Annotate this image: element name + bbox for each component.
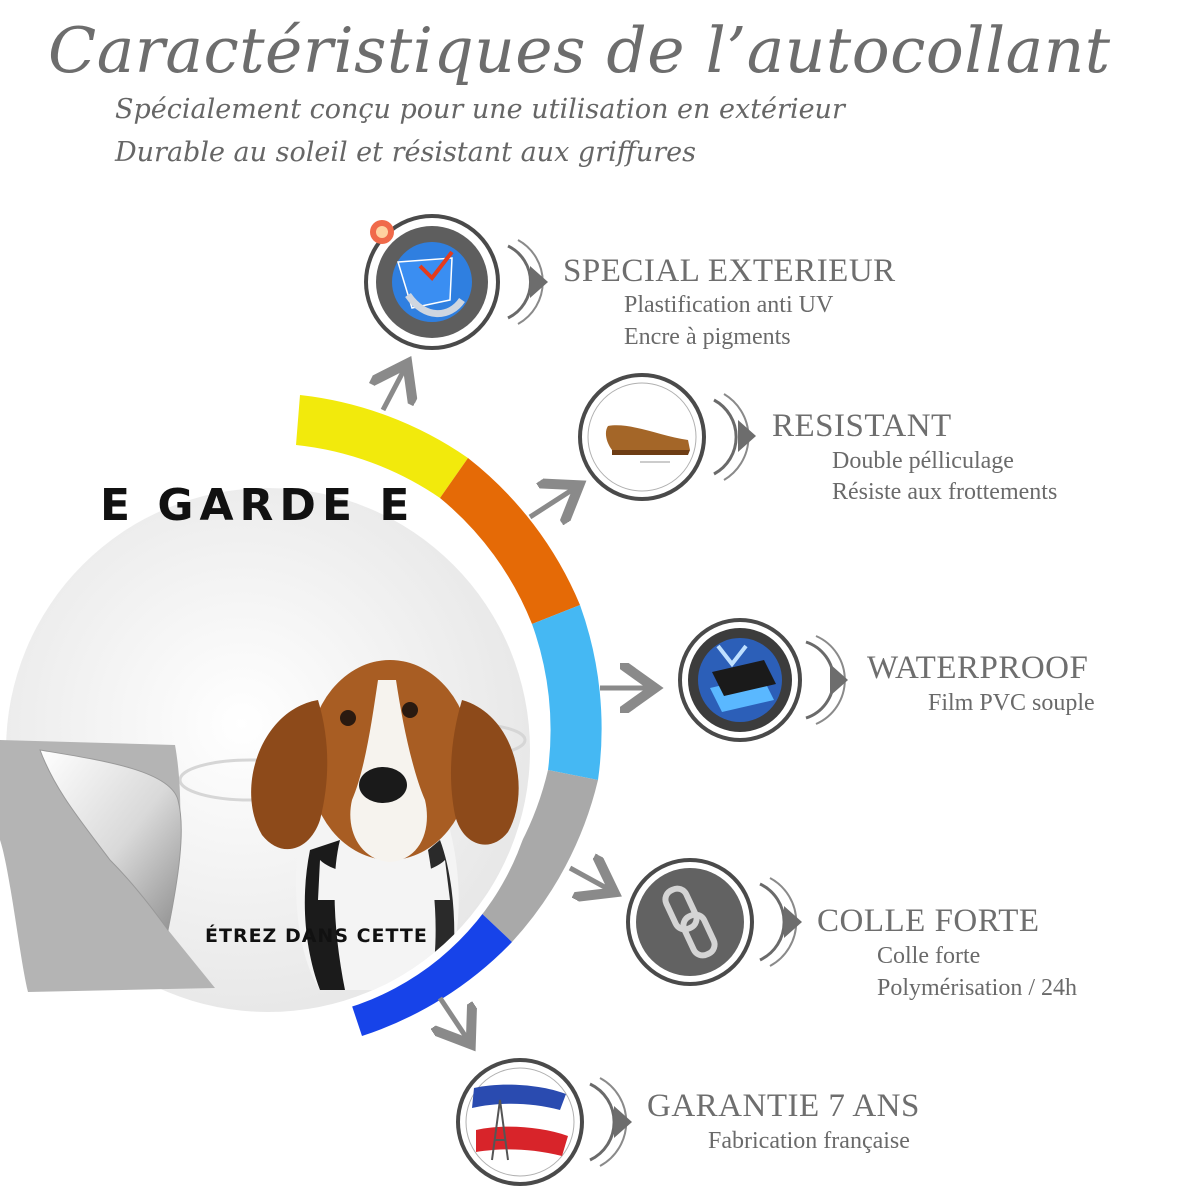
feature-line: Double pélliculage [832,448,1014,474]
ring-segment-blue [532,605,602,780]
subtitle-line-2: Durable au soleil et résistant aux griffures [115,137,696,168]
shoe-icon [580,375,756,499]
uv-shield-icon [366,216,548,348]
feature-title-resistant: RESISTANT [772,408,952,444]
page-title: Caractéristiques de l’autocollant [48,14,1111,87]
feature-title-colle-forte: COLLE FORTE [817,903,1040,939]
feature-line: Film PVC souple [928,690,1095,716]
chain-link-icon [628,860,802,984]
feature-title-garantie: GARANTIE 7 ANS [647,1088,920,1124]
subtitle-line-1: Spécialement conçu pour une utilisation en extérieur [115,94,845,125]
arrow-2 [530,488,575,517]
sticker-footer-text: ÉTREZ DANS CETTE [205,925,428,947]
feature-line: Plastification anti UV [624,292,834,318]
feature-line: Polymérisation / 24h [877,975,1077,1001]
feature-line: Colle forte [877,943,981,969]
arrow-1 [383,368,405,410]
sticker-headline: E GARDE E [100,480,416,531]
feature-line: Résiste aux frottements [832,479,1058,505]
feature-line: Fabrication française [708,1128,910,1154]
feature-title-waterproof: WATERPROOF [867,650,1089,686]
arrow-5 [440,998,468,1040]
feature-title-special-exterieur: SPECIAL EXTERIEUR [563,253,896,289]
waterproof-layers-icon [680,620,848,740]
feature-line: Encre à pigments [624,324,791,350]
arrow-4 [570,868,610,890]
french-flag-icon [458,1060,632,1184]
